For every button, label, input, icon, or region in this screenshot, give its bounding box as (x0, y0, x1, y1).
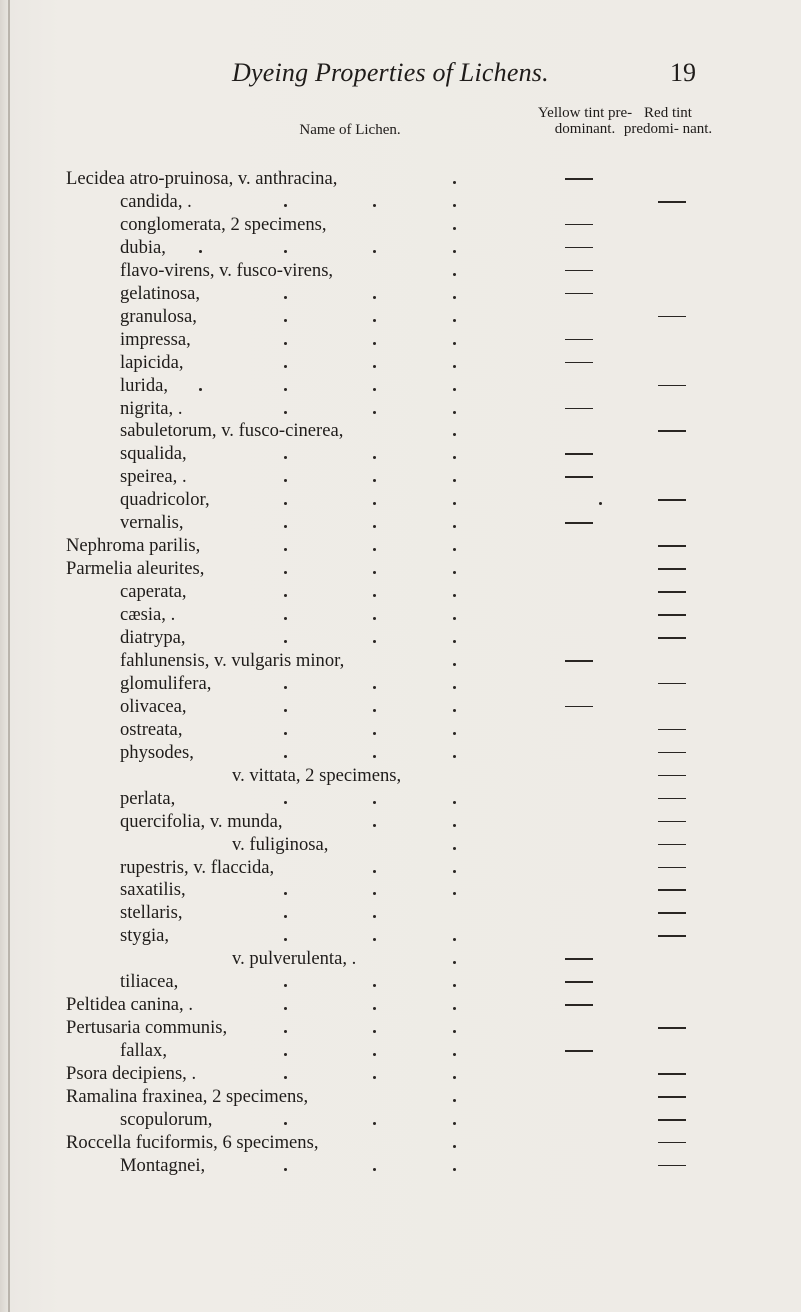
table-row (0, 1063, 801, 1084)
leader-dot (284, 892, 287, 895)
lichen-name: rupestris, v. flaccida, (120, 856, 275, 878)
lichen-name: glomulifera, (120, 672, 212, 694)
table-row (0, 1109, 801, 1130)
leader-dot (453, 1145, 456, 1148)
leader-dot (284, 548, 287, 551)
leader-dot (453, 892, 456, 895)
leader-dot (453, 204, 456, 207)
red-tint-mark (658, 637, 686, 639)
table-row (0, 535, 801, 556)
leader-dot (373, 984, 376, 987)
leader-dots (0, 948, 801, 969)
table-row (0, 375, 801, 396)
table-row (0, 489, 801, 510)
table-row (0, 650, 801, 671)
leader-dot (284, 915, 287, 918)
leader-dot (373, 1030, 376, 1033)
leader-dots (0, 443, 801, 464)
leader-dot (284, 755, 287, 758)
yellow-tint-mark (565, 522, 593, 524)
leader-dot (453, 732, 456, 735)
leader-dot (373, 250, 376, 253)
red-tint-mark (658, 499, 686, 501)
table-row (0, 925, 801, 946)
lichen-name: stellaris, (120, 902, 183, 924)
leader-dot (284, 502, 287, 505)
table-row (0, 237, 801, 258)
table-row (0, 168, 801, 189)
table-row (0, 306, 801, 327)
leader-dots (0, 214, 801, 235)
leader-dot (453, 548, 456, 551)
leader-dot (373, 296, 376, 299)
lichen-name: Nephroma parilis, (66, 535, 201, 557)
leader-dot (373, 732, 376, 735)
leader-dot (453, 984, 456, 987)
table-row (0, 788, 801, 809)
leader-dot (373, 892, 376, 895)
leader-dots (0, 168, 801, 189)
table-row (0, 214, 801, 235)
table-row (0, 1155, 801, 1176)
yellow-tint-mark (565, 660, 593, 662)
leader-dot (373, 548, 376, 551)
table-row (0, 1086, 801, 1107)
lichen-name: cæsia, . (120, 604, 176, 626)
lichen-name: sabuletorum, v. fusco-cinerea, (120, 420, 344, 442)
leader-dot (284, 411, 287, 414)
leader-dot (453, 433, 456, 436)
leader-dots (0, 994, 801, 1015)
leader-dot (284, 571, 287, 574)
lichen-name: flavo-virens, v. fusco-virens, (120, 259, 334, 281)
leader-dot (284, 686, 287, 689)
leader-dot (453, 273, 456, 276)
red-tint-mark (658, 1142, 686, 1144)
leader-dot (199, 250, 202, 253)
leader-dot (453, 502, 456, 505)
yellow-tint-mark (565, 408, 593, 410)
leader-dot (373, 755, 376, 758)
leader-dot (373, 870, 376, 873)
red-tint-mark (658, 821, 686, 823)
leader-dot (284, 801, 287, 804)
table-row (0, 420, 801, 441)
red-tint-mark (658, 201, 686, 203)
leader-dot (373, 686, 376, 689)
lichen-name: caperata, (120, 581, 187, 603)
lichen-name: saxatilis, (120, 879, 186, 901)
leader-dot (373, 915, 376, 918)
lichen-name: lurida, (120, 374, 169, 396)
leader-dot (284, 1007, 287, 1010)
leader-dot (373, 411, 376, 414)
page-number: 19 (670, 58, 696, 87)
table-row (0, 948, 801, 969)
table-row (0, 811, 801, 832)
leader-dot (284, 594, 287, 597)
leader-dot (284, 319, 287, 322)
leader-dot (453, 755, 456, 758)
lichen-name: granulosa, (120, 305, 197, 327)
red-tint-mark (658, 316, 686, 318)
leader-dot (284, 525, 287, 528)
leader-dots (0, 398, 801, 419)
red-tint-mark (658, 729, 686, 731)
leader-dot (453, 1168, 456, 1171)
leader-dot (284, 938, 287, 941)
red-tint-mark (658, 545, 686, 547)
table-row (0, 719, 801, 740)
leader-dot (453, 1076, 456, 1079)
leader-dot (373, 1076, 376, 1079)
leader-dots (0, 283, 801, 304)
red-tint-mark (658, 752, 686, 754)
leader-dot (284, 709, 287, 712)
leader-dot (373, 938, 376, 941)
yellow-tint-mark (565, 224, 593, 226)
red-tint-mark (658, 1119, 686, 1121)
leader-dot (453, 938, 456, 941)
table-row (0, 627, 801, 648)
table-row (0, 260, 801, 281)
table-row (0, 443, 801, 464)
red-tint-mark (658, 614, 686, 616)
red-tint-mark (658, 935, 686, 937)
lichen-name: fahlunensis, v. vulgaris minor, (120, 649, 345, 671)
lichen-name: Lecidea atro-pruinosa, v. anthracina, (66, 168, 338, 189)
leader-dot (284, 456, 287, 459)
column-header-yellow: Yellow tint pre- dominant. (537, 105, 633, 137)
lichen-name: Pertusaria communis, (66, 1017, 228, 1039)
lichen-name: impressa, (120, 328, 191, 350)
page-header (0, 58, 801, 92)
lichen-name: conglomerata, 2 specimens, (120, 213, 327, 235)
leader-dot (453, 663, 456, 666)
yellow-tint-mark (565, 476, 593, 478)
leader-dots (0, 237, 801, 258)
leader-dot (373, 571, 376, 574)
leader-dot (373, 617, 376, 620)
leader-dot (373, 319, 376, 322)
leader-dot (284, 1122, 287, 1125)
table-row (0, 352, 801, 373)
column-header-name: Name of Lichen. (299, 122, 401, 138)
yellow-tint-mark (565, 1050, 593, 1052)
table-row (0, 191, 801, 212)
red-tint-mark (658, 1027, 686, 1029)
lichen-name: ostreata, (120, 718, 183, 740)
leader-dots (0, 466, 801, 487)
table-row (0, 1040, 801, 1061)
leader-dot (599, 502, 602, 505)
leader-dot (373, 709, 376, 712)
leader-dot (453, 801, 456, 804)
table-row (0, 834, 801, 855)
leader-dot (373, 1122, 376, 1125)
leader-dot (284, 342, 287, 345)
yellow-tint-mark (565, 981, 593, 983)
leader-dot (373, 365, 376, 368)
table-row (0, 696, 801, 717)
leader-dot (453, 1122, 456, 1125)
yellow-tint-mark (565, 362, 593, 364)
leader-dot (373, 594, 376, 597)
leader-dots (0, 1040, 801, 1061)
yellow-tint-mark (565, 247, 593, 249)
lichen-name: vernalis, (120, 512, 184, 534)
lichen-name: Peltidea canina, . (66, 994, 194, 1016)
leader-dot (453, 1099, 456, 1102)
leader-dots (0, 329, 801, 350)
table-row (0, 1132, 801, 1153)
leader-dot (453, 411, 456, 414)
leader-dot (284, 388, 287, 391)
table-row (0, 971, 801, 992)
lichen-name: stygia, (120, 925, 170, 947)
leader-dot (453, 388, 456, 391)
leader-dot (284, 732, 287, 735)
table-row (0, 902, 801, 923)
table-row (0, 398, 801, 419)
leader-dot (453, 250, 456, 253)
yellow-tint-mark (565, 339, 593, 341)
leader-dot (284, 296, 287, 299)
leader-dot (453, 961, 456, 964)
yellow-tint-mark (565, 270, 593, 272)
leader-dot (453, 1007, 456, 1010)
leader-dot (453, 227, 456, 230)
table-row (0, 879, 801, 900)
leader-dot (373, 824, 376, 827)
leader-dot (373, 456, 376, 459)
lichen-name: squalida, (120, 443, 187, 465)
leader-dot (373, 801, 376, 804)
leader-dot (373, 204, 376, 207)
leader-dot (453, 319, 456, 322)
leader-dot (453, 870, 456, 873)
red-tint-mark (658, 867, 686, 869)
leader-dots (0, 260, 801, 281)
red-tint-mark (658, 1096, 686, 1098)
lichen-name: v. vittata, 2 specimens, (232, 764, 402, 786)
leader-dot (284, 1053, 287, 1056)
leader-dot (453, 296, 456, 299)
lichen-name: perlata, (120, 787, 176, 809)
leader-dot (373, 502, 376, 505)
yellow-tint-mark (565, 293, 593, 295)
red-tint-mark (658, 430, 686, 432)
lichen-name: quercifolia, v. munda, (120, 810, 283, 832)
leader-dot (453, 640, 456, 643)
yellow-tint-mark (565, 178, 593, 180)
leader-dot (373, 640, 376, 643)
lichen-name: quadricolor, (120, 489, 210, 511)
table-row (0, 512, 801, 533)
red-tint-mark (658, 385, 686, 387)
running-title: Dyeing Properties of Lichens. (232, 58, 549, 87)
table-row (0, 581, 801, 602)
yellow-tint-mark (565, 958, 593, 960)
table-row (0, 329, 801, 350)
table-row (0, 765, 801, 786)
leader-dot (453, 824, 456, 827)
leader-dot (453, 686, 456, 689)
leader-dot (373, 1168, 376, 1171)
red-tint-mark (658, 775, 686, 777)
leader-dot (284, 204, 287, 207)
lichen-name: candida, . (120, 190, 192, 212)
yellow-tint-mark (565, 1004, 593, 1006)
leader-dots (0, 650, 801, 671)
leader-dot (453, 479, 456, 482)
leader-dot (453, 342, 456, 345)
table-row (0, 742, 801, 763)
lichen-name: Roccella fuciformis, 6 specimens, (66, 1131, 319, 1153)
leader-dots (0, 971, 801, 992)
table-row (0, 994, 801, 1015)
table-row (0, 1017, 801, 1038)
leader-dot (373, 479, 376, 482)
red-tint-mark (658, 568, 686, 570)
leader-dot (453, 594, 456, 597)
leader-dot (373, 525, 376, 528)
red-tint-mark (658, 798, 686, 800)
lichen-name: physodes, (120, 741, 194, 763)
leader-dot (373, 342, 376, 345)
table-row (0, 558, 801, 579)
lichen-name: speirea, . (120, 466, 187, 488)
lichen-name: gelatinosa, (120, 282, 201, 304)
lichen-name: v. pulverulenta, . (232, 948, 357, 970)
leader-dot (284, 984, 287, 987)
table-row (0, 857, 801, 878)
table-row (0, 604, 801, 625)
leader-dot (453, 847, 456, 850)
leader-dot (453, 1030, 456, 1033)
red-tint-mark (658, 889, 686, 891)
table-row (0, 283, 801, 304)
yellow-tint-mark (565, 453, 593, 455)
leader-dot (284, 250, 287, 253)
leader-dot (453, 456, 456, 459)
lichen-name: lapicida, (120, 351, 184, 373)
table-row (0, 673, 801, 694)
leader-dot (284, 479, 287, 482)
leader-dot (453, 571, 456, 574)
leader-dot (284, 1076, 287, 1079)
leader-dot (453, 1053, 456, 1056)
leader-dot (284, 640, 287, 643)
leader-dots (0, 512, 801, 533)
lichen-name: Psora decipiens, . (66, 1063, 197, 1085)
lichen-name: tiliacea, (120, 971, 179, 993)
red-tint-mark (658, 844, 686, 846)
lichen-name: nigrita, . (120, 397, 183, 419)
lichen-name: dubia, (120, 236, 166, 258)
leader-dot (373, 1007, 376, 1010)
leader-dot (453, 365, 456, 368)
red-tint-mark (658, 591, 686, 593)
table-row (0, 466, 801, 487)
leader-dot (453, 617, 456, 620)
red-tint-mark (658, 912, 686, 914)
column-header-red: Red tint predomi- nant. (623, 105, 713, 137)
leader-dot (373, 1053, 376, 1056)
leader-dot (453, 709, 456, 712)
leader-dot (199, 388, 202, 391)
lichen-name: diatrypa, (120, 627, 186, 648)
lichen-name: Ramalina fraxinea, 2 specimens, (66, 1086, 309, 1107)
lichen-name: Montagnei, (120, 1154, 206, 1176)
leader-dot (284, 617, 287, 620)
leader-dot (373, 388, 376, 391)
leader-dot (284, 1168, 287, 1171)
lichen-name: Parmelia aleurites, (66, 558, 205, 580)
lichen-name: fallax, (120, 1040, 167, 1062)
leader-dot (284, 1030, 287, 1033)
leader-dots (0, 352, 801, 373)
leader-dot (284, 365, 287, 368)
yellow-tint-mark (565, 706, 593, 708)
red-tint-mark (658, 1073, 686, 1075)
leader-dot (453, 181, 456, 184)
lichen-name: v. fuliginosa, (232, 833, 329, 855)
lichen-name: scopulorum, (120, 1108, 213, 1130)
lichen-name: olivacea, (120, 695, 187, 717)
leader-dot (453, 525, 456, 528)
red-tint-mark (658, 1165, 686, 1167)
red-tint-mark (658, 683, 686, 685)
leader-dots (0, 696, 801, 717)
